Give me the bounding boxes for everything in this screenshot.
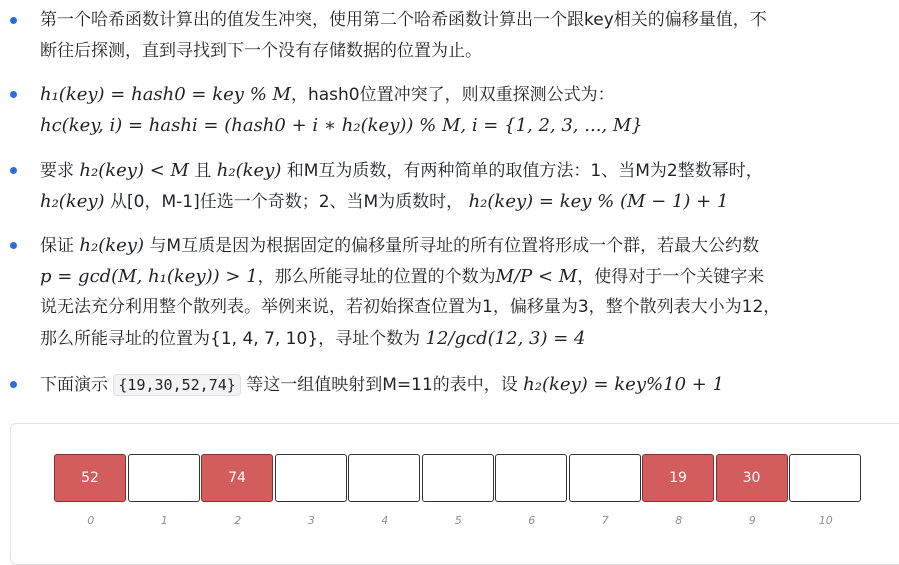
text-span: 下面演示: [40, 375, 108, 395]
text-span: 与M互质是因为根据固定的偏移量所寻址的所有位置将形成一个群，若最大公约数: [149, 236, 760, 256]
formula: h₂(key): [216, 160, 282, 181]
table-cell: [495, 454, 567, 502]
bullet-item: [40, 230, 899, 354]
text-line: [40, 110, 899, 141]
bullet-item: [40, 5, 899, 67]
hash-table-panel: [10, 423, 899, 565]
text-span: 从[0，M-1]任选一个奇数；2、当M为质数时，: [110, 192, 464, 212]
table-cell: 30: [716, 454, 788, 502]
table-cell: [789, 454, 861, 502]
bullet-dot: [10, 91, 17, 98]
formula: h₁(key) = hash0 = key % M: [40, 84, 291, 105]
table-cell: [348, 454, 420, 502]
text-span: 要求: [40, 161, 74, 181]
index-label: 2: [234, 514, 242, 527]
bullet-dot: [10, 242, 17, 249]
text-span: 那么所能寻址的位置为{1, 4, 7, 10}，寻址个数为: [40, 329, 421, 349]
index-label: 10: [818, 514, 833, 527]
formula: M/P < M: [495, 266, 578, 287]
index-label: 0: [87, 514, 95, 527]
text-line: [40, 230, 899, 261]
table-cell: 19: [642, 454, 714, 502]
text-span: ，使得对于一个关键字来: [577, 267, 765, 287]
text-line: [40, 79, 899, 110]
formula: h₂(key) = key % (M − 1) + 1: [468, 191, 729, 212]
formula: h₂(key): [79, 235, 144, 256]
table-cell: [569, 454, 641, 502]
index-label: 6: [528, 514, 536, 527]
text-line: [40, 369, 899, 400]
bullet-item: [40, 155, 899, 217]
hash-table-indices: [54, 514, 863, 527]
index-label: 5: [454, 514, 462, 527]
index-label: 4: [381, 514, 389, 527]
bullet-dot: [10, 17, 17, 24]
table-cell: 74: [201, 454, 273, 502]
formula: p = gcd(M, h₁(key)) > 1: [40, 266, 258, 287]
table-cell: 52: [54, 454, 126, 502]
text-line: 说无法充分利用整个散列表。举例来说，若初始探查位置为1，偏移量为3，整个散列表大小为12，: [40, 297, 781, 317]
text-span: 等这一组值映射到M=11的表中，设: [246, 375, 518, 395]
bullet-item: [40, 79, 899, 141]
table-cell: [128, 454, 200, 502]
index-label: 9: [748, 514, 756, 527]
index-label: 1: [160, 514, 168, 527]
text-span: 和M互为质数，有两种简单的取值方法：1、当M为2整数幂时，: [286, 161, 763, 181]
index-label: 8: [675, 514, 683, 527]
text-span: 保证: [40, 236, 74, 256]
text-span: 且: [194, 161, 212, 181]
bullet-dot: [10, 381, 17, 388]
table-cell: [422, 454, 494, 502]
text-line: [40, 155, 899, 186]
text-span: ，hash0位置冲突了，则双重探测公式为：: [290, 85, 615, 105]
formula: h₂(key) = key%10 + 1: [523, 374, 724, 395]
text-line: 断往后探测，直到寻找到下一个没有存储数据的位置为止。: [40, 41, 482, 61]
table-cell: [275, 454, 347, 502]
formula: 12/gcd(12, 3) = 4: [425, 328, 586, 349]
bullet-item: [40, 369, 899, 400]
formula: h₂(key) < M: [79, 160, 189, 181]
text-line: [40, 323, 899, 354]
bullet-dot: [10, 167, 17, 174]
index-label: 7: [601, 514, 609, 527]
formula: hc(key, i) = hashi = (hash0 + i ∗ h₂(key)) % M, i = {1, 2, 3, ..., M}: [40, 115, 643, 136]
index-label: 3: [307, 514, 315, 527]
formula: h₂(key): [40, 191, 105, 212]
text-line: [40, 261, 899, 292]
inline-code: {19,30,52,74}: [113, 374, 240, 396]
text-span: ，那么所能寻址的位置的个数为: [257, 267, 496, 287]
text-line: [40, 186, 899, 217]
text-line: 第一个哈希函数计算出的值发生冲突，使用第二个哈希函数计算出一个跟key相关的偏移量值，不: [40, 10, 767, 30]
hash-table-cells: [54, 454, 863, 502]
